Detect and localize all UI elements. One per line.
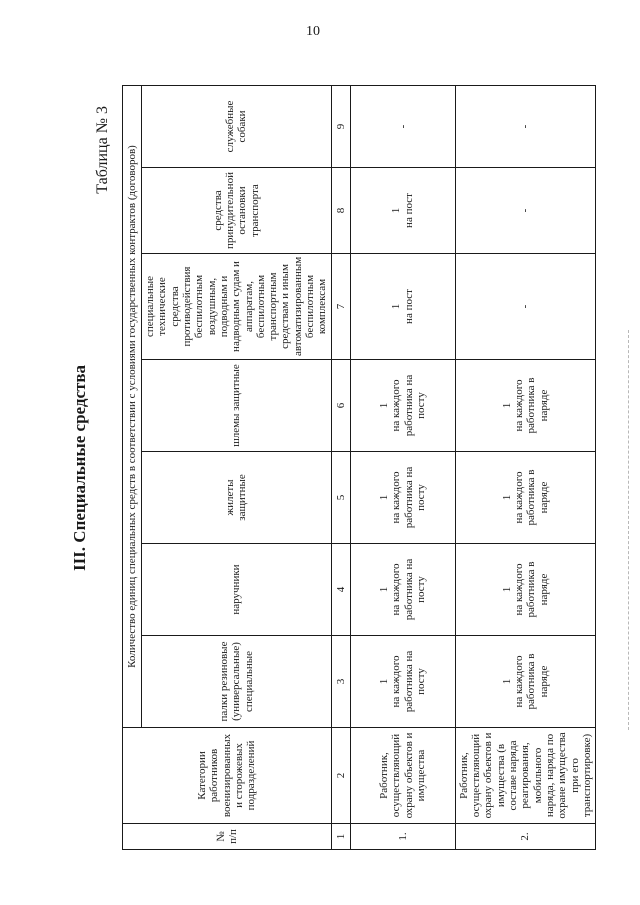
column-number: 3 (331, 636, 350, 728)
column-number: 2 (331, 728, 350, 824)
row-number: 1. (350, 824, 455, 850)
cell-quantity: - (519, 208, 532, 213)
table-cell (350, 636, 455, 728)
cell-unit: на каждого работника на посту (390, 650, 427, 713)
column-number: 7 (331, 254, 350, 360)
rotated-page-content (70, 68, 593, 868)
cell-unit: на каждого работника в наряде (513, 653, 550, 710)
cell-quantity: - (519, 304, 532, 309)
table-cell (455, 168, 595, 254)
row-category: Работник, осуществляющий охрану объектов и имущества (в составе наряда реагирования, мобильного наряда, наряда по охране имущества при его транспортировке) (455, 728, 595, 824)
table-cell (350, 168, 455, 254)
column-number: 1 (331, 824, 350, 850)
page-number: 10 (306, 24, 320, 39)
cell-unit: на каждого работника на посту (390, 558, 427, 621)
column-number: 5 (331, 452, 350, 544)
header-protective-vests: жилеты защитные (142, 452, 332, 544)
table-cell (455, 254, 595, 360)
table-cell (350, 544, 455, 636)
cell-quantity: 1 (500, 586, 513, 593)
table-cell (350, 254, 455, 360)
table-cell (455, 86, 595, 168)
table-cell (455, 452, 595, 544)
cell-unit: на каждого работника на посту (390, 466, 427, 529)
cell-quantity: 1 (390, 207, 403, 214)
section-title: III. Специальные средства (70, 364, 89, 572)
header-rubber-batons: палки резиновые (универсальные) специальные (142, 636, 332, 728)
cell-quantity: 1 (378, 494, 391, 501)
cell-quantity: - (519, 124, 532, 129)
column-number: 4 (331, 544, 350, 636)
header-protective-helmets: шлемы защитные (142, 360, 332, 452)
cell-quantity: 1 (500, 494, 513, 501)
table-label: Таблица № 3 (94, 106, 111, 194)
cell-unit: на каждого работника на посту (390, 374, 427, 437)
cell-unit: на каждого работника в наряде (513, 377, 550, 434)
table-cell (455, 360, 595, 452)
cell-quantity: - (396, 124, 409, 129)
table-cell (455, 636, 595, 728)
table-cell (350, 360, 455, 452)
cell-quantity: 1 (390, 303, 403, 310)
cell-quantity: 1 (500, 402, 513, 409)
header-number: № п/п (123, 824, 332, 850)
table-row (455, 86, 595, 850)
table-cell (350, 452, 455, 544)
header-vehicle-stopping-means: средства принудительной остановки транспорта (142, 168, 332, 254)
column-number: 8 (331, 168, 350, 254)
cell-unit: на каждого работника в наряде (513, 469, 550, 526)
cell-quantity: 1 (378, 678, 391, 685)
cell-quantity: 1 (378, 402, 391, 409)
header-counter-drone-means: специальные технические средства противодействия беспилотным воздушным, подводным и надводным судам и аппаратам, беспилотным транспортным средствам и иным автоматизированным беспилотным комплексам (142, 254, 332, 360)
cell-unit: на пост (402, 193, 415, 228)
row-category: Работник, осуществляющий охрану объектов и имущества (350, 728, 455, 824)
scan-edge-mark (628, 330, 630, 730)
special-means-table (122, 85, 596, 850)
cell-unit: на каждого работника в наряде (513, 561, 550, 618)
header-service-dogs: служебные собаки (142, 86, 332, 168)
cell-unit: на пост (402, 289, 415, 324)
row-number: 2. (455, 824, 595, 850)
column-number-row (331, 86, 350, 850)
header-handcuffs: наручники (142, 544, 332, 636)
column-number: 9 (331, 86, 350, 168)
table-cell (455, 544, 595, 636)
column-number: 6 (331, 360, 350, 452)
table-row (350, 86, 455, 850)
header-group: Количество единиц специальных средств в соответствии с условиями государственных контрактов (договоров) (123, 86, 142, 728)
cell-quantity: 1 (378, 586, 391, 593)
cell-quantity: 1 (500, 678, 513, 685)
table-cell (350, 86, 455, 168)
header-category: Категории работников военизированных и сторожевых подразделений (123, 728, 332, 824)
